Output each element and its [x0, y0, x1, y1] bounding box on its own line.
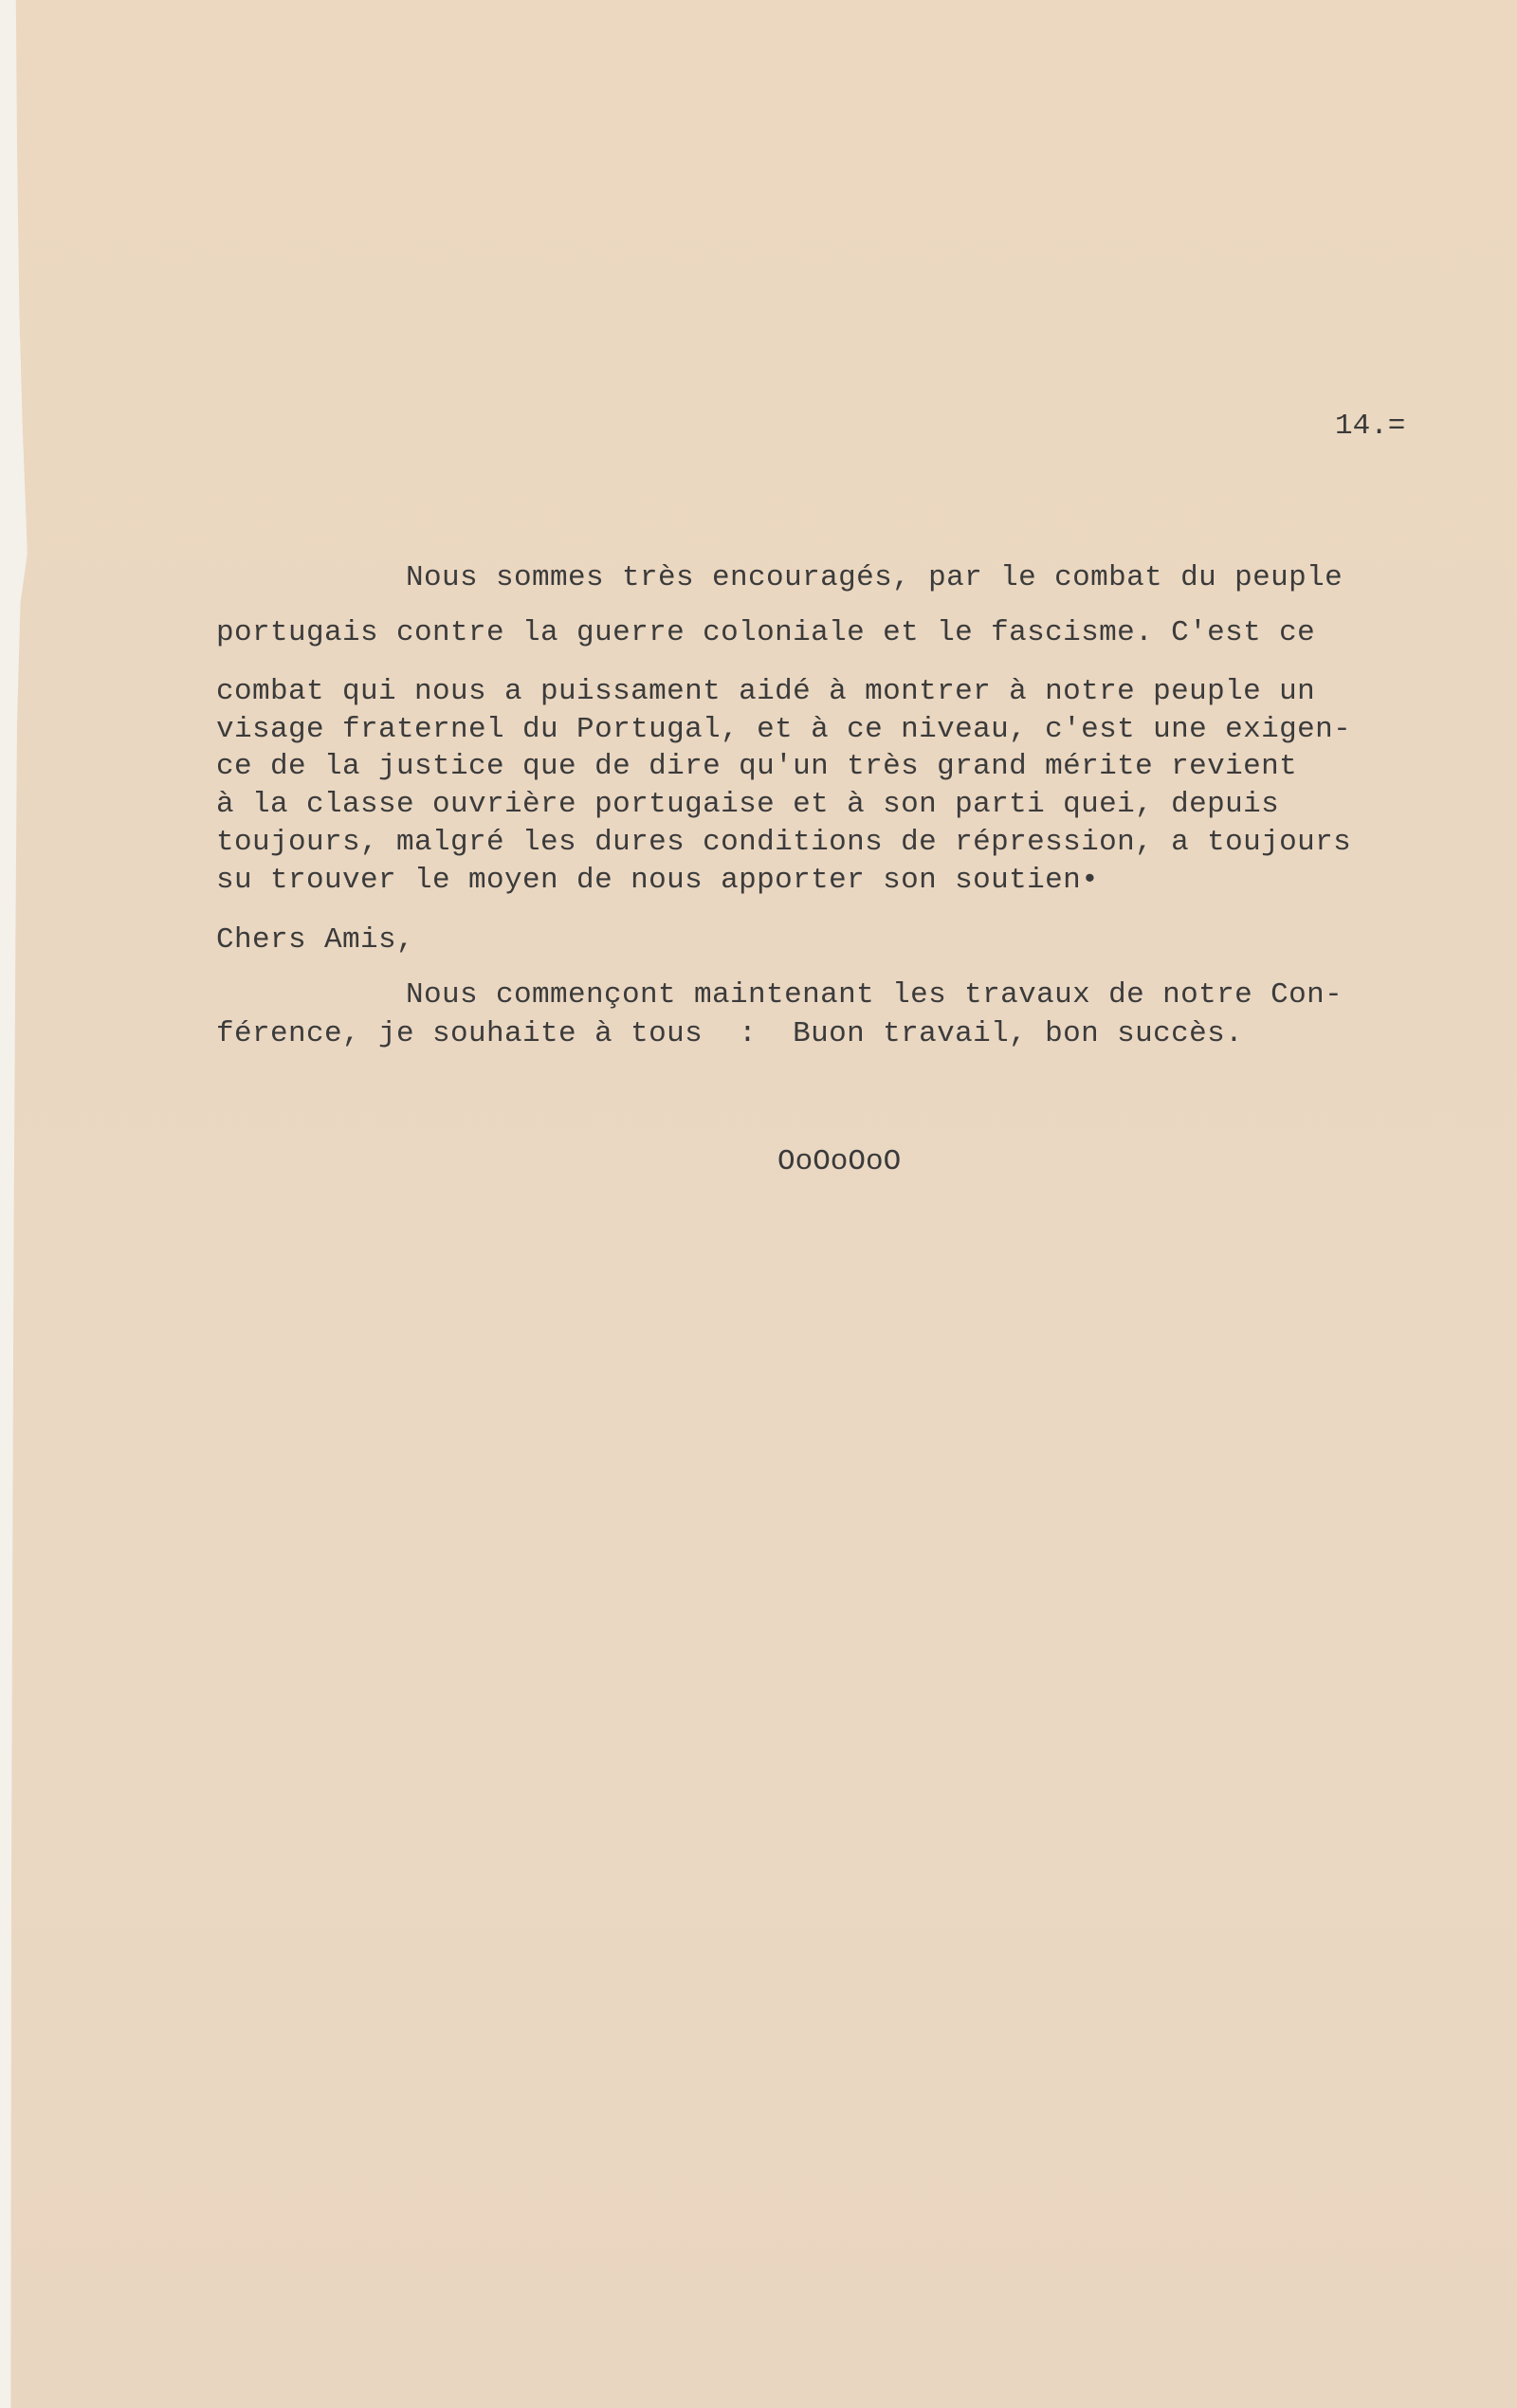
salutation: Chers Amis,	[216, 923, 415, 957]
paragraph-1-line-6: à la classe ouvrière portugaise et à son parti quei, depuis	[216, 788, 1280, 821]
paragraph-2-line-1: Nous commençont maintenant les travaux de notre Con-	[406, 978, 1343, 1012]
paragraph-1-line-1: Nous sommes très encouragés, par le combat du peuple	[406, 561, 1343, 594]
page-number: 14.=	[1335, 410, 1406, 443]
torn-left-edge	[0, 0, 57, 2408]
paragraph-1-line-2: portugais contre la guerre coloniale et le fascisme. C'est ce	[216, 616, 1316, 649]
paragraph-2-line-2: férence, je souhaite à tous : Buon travail, bon succès.	[216, 1017, 1244, 1050]
paragraph-1-line-8: su trouver le moyen de nous apporter son soutien•	[216, 864, 1100, 897]
paragraph-1-line-4: visage fraternel du Portugal, et à ce niveau, c'est une exigen-	[216, 713, 1352, 746]
closing-mark: OoOoOoO	[777, 1145, 902, 1178]
paragraph-1-line-7: toujours, malgré les dures conditions de répression, a toujours	[216, 826, 1352, 859]
paragraph-1-line-3: combat qui nous a puissament aidé à montrer à notre peuple un	[216, 675, 1316, 708]
paragraph-1-line-5: ce de la justice que de dire qu'un très grand mérite revient	[216, 750, 1298, 783]
